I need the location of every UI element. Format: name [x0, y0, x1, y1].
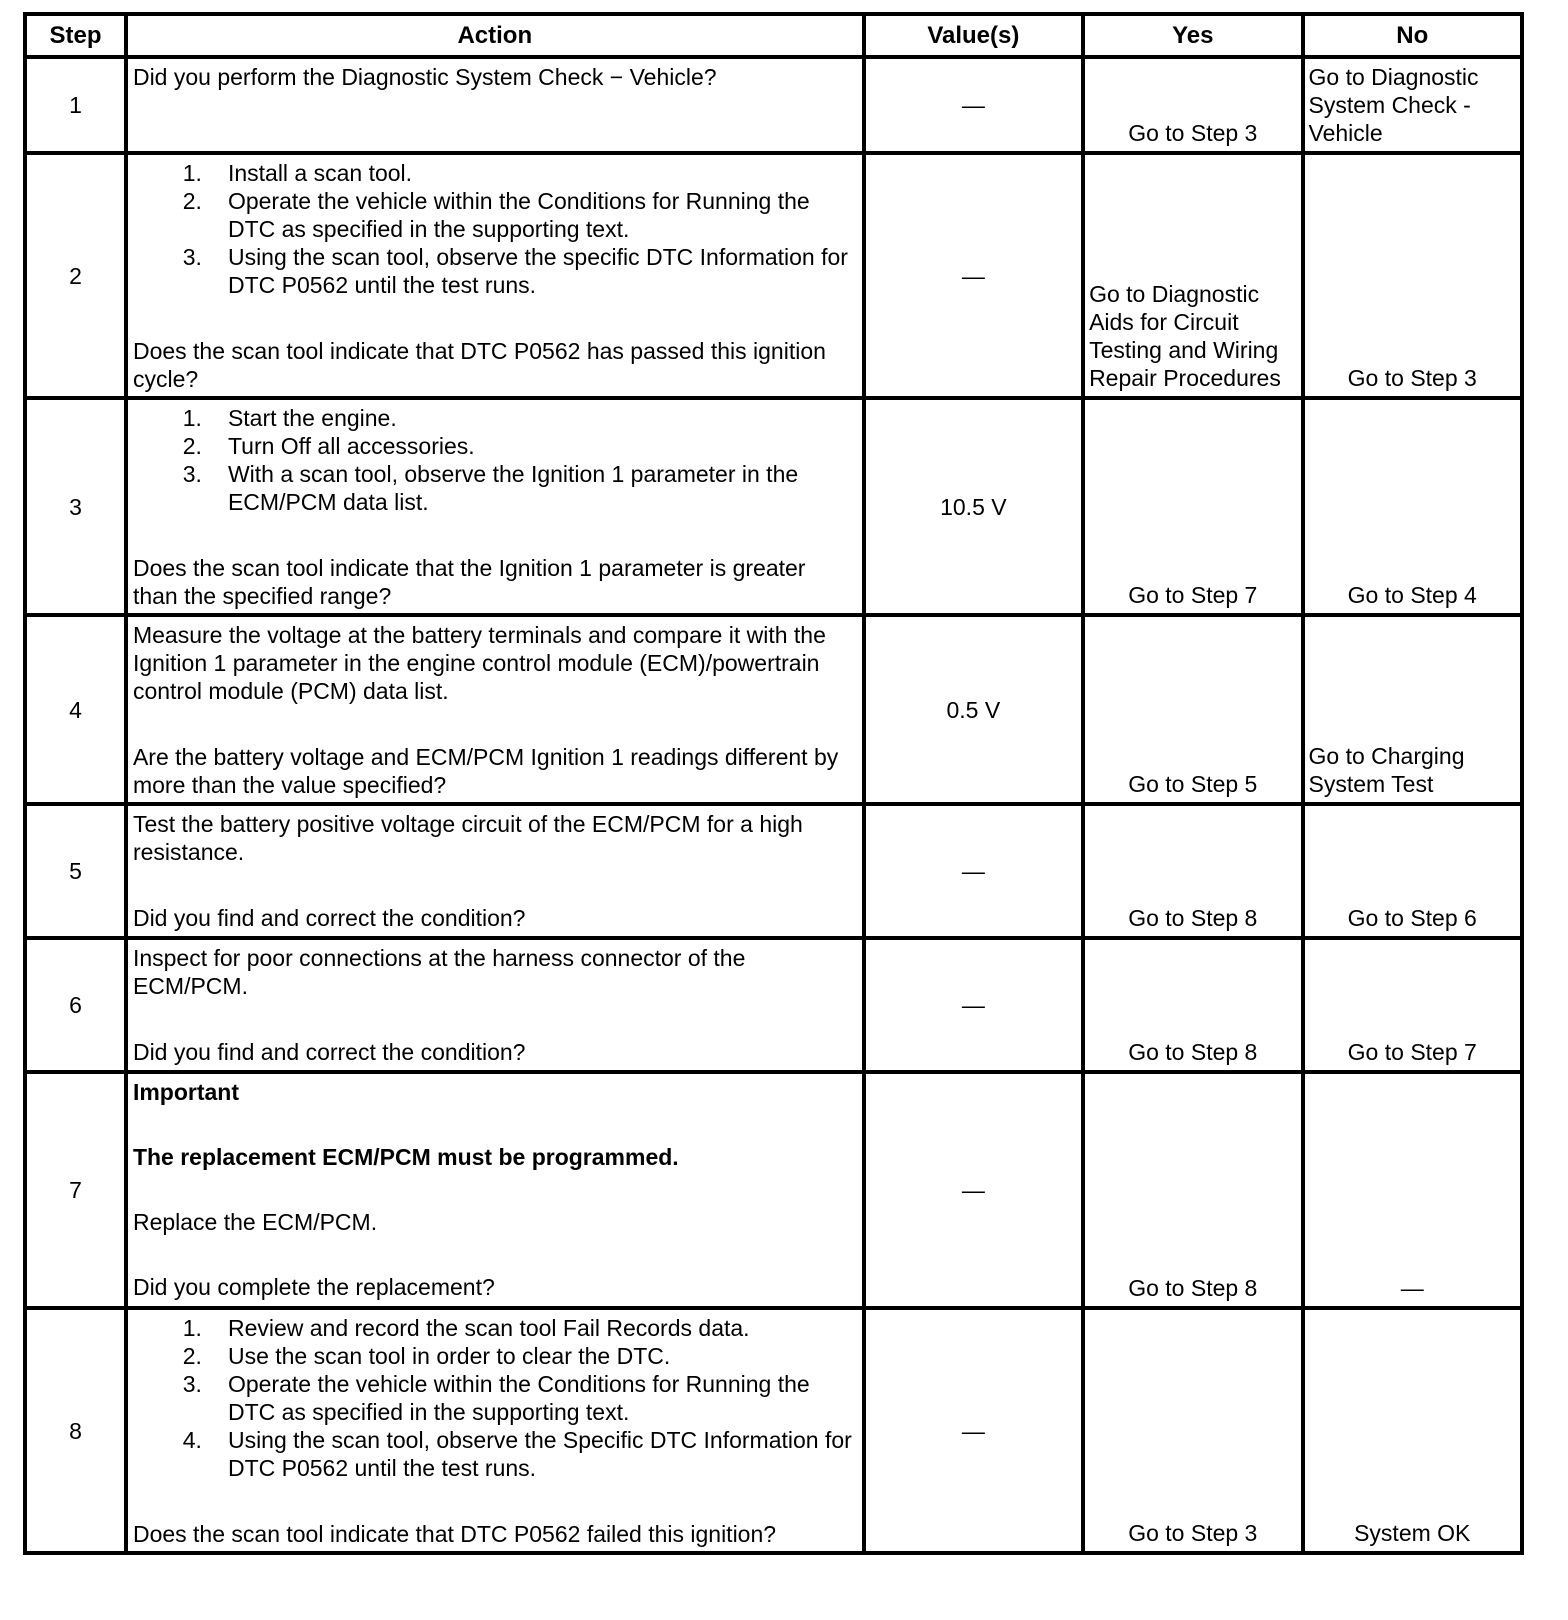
no-cell: — — [1303, 1072, 1523, 1308]
header-no: No — [1303, 14, 1523, 57]
yes-cell: Go to Step 8 — [1083, 804, 1302, 938]
yes-cell: Go to Step 8 — [1083, 1072, 1302, 1308]
step-number: 4 — [25, 615, 126, 804]
step-number: 3 — [25, 398, 126, 615]
step-number: 8 — [25, 1308, 126, 1553]
value-cell: — — [864, 1308, 1083, 1553]
table-row — [25, 1072, 1522, 1308]
step-number: 2 — [25, 153, 126, 398]
value-cell: — — [864, 804, 1083, 938]
table-row — [25, 57, 1522, 153]
action-question: Does the scan tool indicate that the Ignition 1 parameter is greater than the specified range? — [132, 555, 806, 609]
list-item: 4. Using the scan tool, observe the Specific DTC Information for DTC P0562 until the test runs. — [182, 1427, 852, 1481]
header-yes: Yes — [1083, 14, 1302, 57]
action-cell — [126, 1308, 864, 1553]
action-cell — [126, 938, 864, 1072]
diagnostic-table — [23, 12, 1524, 1555]
action-intro: Inspect for poor connections at the harness connector of the ECM/PCM. — [132, 945, 746, 999]
list-item: 3. With a scan tool, observe the Ignition 1 parameter in the ECM/PCM data list. — [182, 461, 799, 515]
action-intro: Replace the ECM/PCM. — [132, 1209, 378, 1235]
value-cell: — — [864, 57, 1083, 153]
action-question: Does the scan tool indicate that DTC P0562 failed this ignition? — [132, 1521, 777, 1547]
table-row — [25, 1308, 1522, 1553]
no-cell: Go to Charging System Test — [1303, 615, 1523, 804]
action-question: Did you find and correct the condition? — [132, 905, 526, 931]
action-question: Did you complete the replacement? — [132, 1274, 495, 1300]
list-item: 2. Operate the vehicle within the Conditions for Running the DTC as specified in the supporting text. — [182, 188, 810, 242]
action-intro: Test the battery positive voltage circuit of the ECM/PCM for a high resistance. — [132, 811, 803, 865]
step-number: 7 — [25, 1072, 126, 1308]
header-values: Value(s) — [864, 14, 1083, 57]
table-row — [25, 153, 1522, 398]
header-row — [25, 14, 1522, 57]
action-steps — [133, 404, 854, 516]
yes-cell: Go to Step 3 — [1083, 1308, 1302, 1553]
step-number: 5 — [25, 804, 126, 938]
action-steps — [133, 159, 854, 299]
table-row — [25, 398, 1522, 615]
yes-cell: Go to Step 8 — [1083, 938, 1302, 1072]
no-cell: Go to Step 6 — [1303, 804, 1523, 938]
action-question: Did you perform the Diagnostic System Check − Vehicle? — [132, 64, 717, 90]
no-cell: Go to Step 7 — [1303, 938, 1523, 1072]
no-cell: Go to Step 3 — [1303, 153, 1523, 398]
action-cell — [126, 615, 864, 804]
action-cell — [126, 804, 864, 938]
list-item: 1. Start the engine. — [182, 405, 397, 431]
action-question: Did you find and correct the condition? — [132, 1039, 526, 1065]
no-cell: Go to Step 4 — [1303, 398, 1523, 615]
table-row — [25, 804, 1522, 938]
no-cell: System OK — [1303, 1308, 1523, 1553]
important-text: The replacement ECM/PCM must be programmed. — [132, 1144, 679, 1170]
value-cell: 10.5 V — [864, 398, 1083, 615]
value-cell: 0.5 V — [864, 615, 1083, 804]
list-item: 1. Install a scan tool. — [182, 160, 413, 186]
header-action: Action — [126, 14, 864, 57]
value-cell: — — [864, 153, 1083, 398]
list-item: 2. Use the scan tool in order to clear the DTC. — [182, 1343, 671, 1369]
action-intro: Measure the voltage at the battery terminals and compare it with the Ignition 1 parameter in the engine control module (ECM)/powertrain control module (PCM) data list. — [132, 622, 826, 704]
action-cell — [126, 398, 864, 615]
step-number: 6 — [25, 938, 126, 1072]
important-label: Important — [132, 1079, 240, 1105]
action-question: Does the scan tool indicate that DTC P0562 has passed this ignition cycle? — [132, 338, 826, 392]
yes-cell: Go to Step 3 — [1083, 57, 1302, 153]
action-cell — [126, 1072, 864, 1308]
action-cell — [126, 57, 864, 153]
list-item: 1. Review and record the scan tool Fail Records data. — [182, 1315, 750, 1341]
step-number: 1 — [25, 57, 126, 153]
list-item: 3. Using the scan tool, observe the specific DTC Information for DTC P0562 until the test runs. — [182, 244, 848, 298]
no-cell: Go to Diagnostic System Check - Vehicle — [1303, 57, 1523, 153]
value-cell: — — [864, 938, 1083, 1072]
yes-cell: Go to Diagnostic Aids for Circuit Testing and Wiring Repair Procedures — [1083, 153, 1302, 398]
list-item: 3. Operate the vehicle within the Conditions for Running the DTC as specified in the supporting text. — [182, 1371, 810, 1425]
yes-cell: Go to Step 7 — [1083, 398, 1302, 615]
value-cell: — — [864, 1072, 1083, 1308]
header-step: Step — [25, 14, 126, 57]
action-cell — [126, 153, 864, 398]
list-item: 2. Turn Off all accessories. — [182, 433, 475, 459]
yes-cell: Go to Step 5 — [1083, 615, 1302, 804]
table-row — [25, 615, 1522, 804]
action-steps — [133, 1314, 854, 1482]
action-question: Are the battery voltage and ECM/PCM Ignition 1 readings different by more than the value specified? — [132, 744, 839, 798]
table-row — [25, 938, 1522, 1072]
